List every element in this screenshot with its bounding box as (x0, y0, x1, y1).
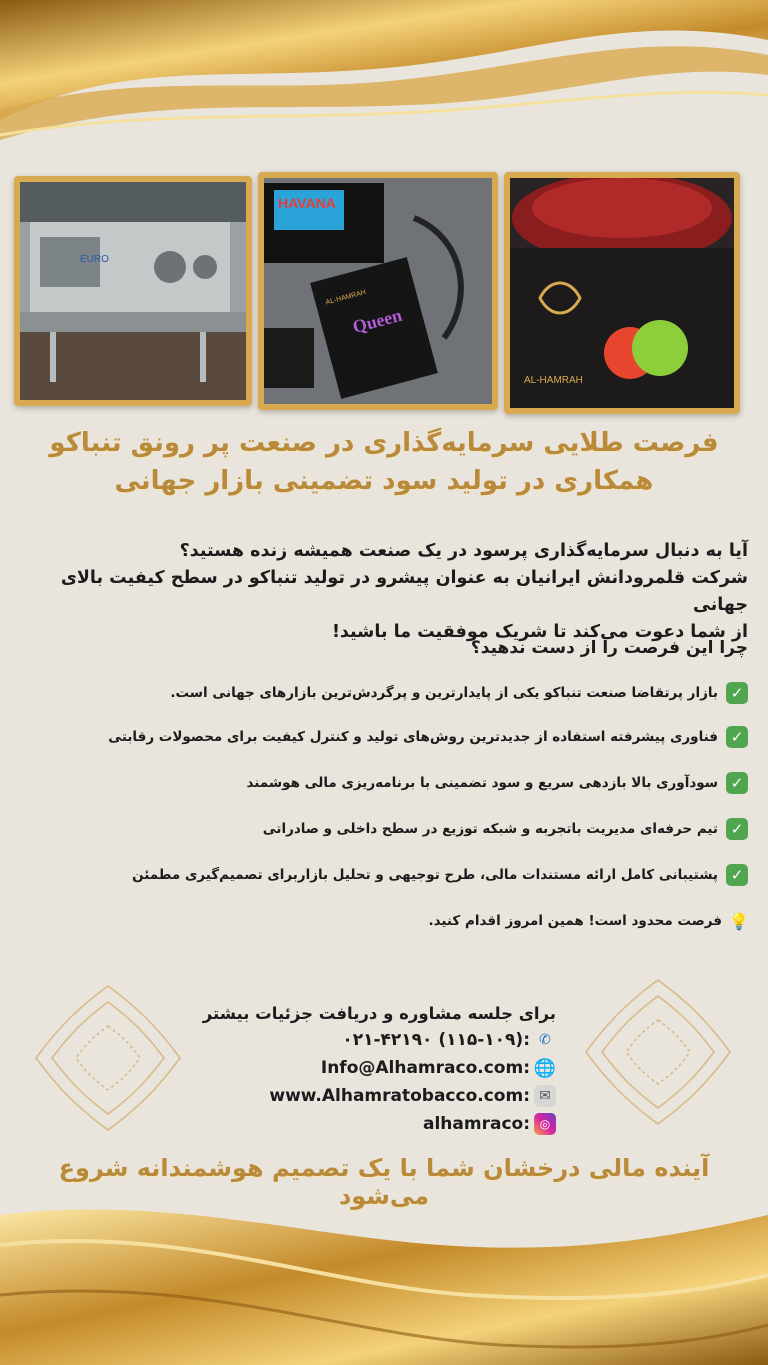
why-title: چرا این فرصت را از دست ندهید؟ (470, 638, 748, 658)
email-text: Info@Alhamraco.com: (320, 1058, 530, 1078)
jar-brand-text: AL-HAMRAH (524, 375, 583, 386)
contact-phone[interactable] (203, 1026, 556, 1054)
pack-brand-queen: Queen (350, 304, 405, 338)
benefit-text: بازار پرتقاضا صنعت تنباکو یکی از پایدارترین و پرگردش‌ترین بازارهای جهانی است. (170, 685, 718, 701)
contact-instagram[interactable] (203, 1110, 556, 1138)
check-icon: ✓ (726, 682, 748, 704)
pack-brand-alhamrah: AL-HAMRAH (325, 289, 367, 307)
gold-wave-top (0, 0, 768, 160)
product-photos (14, 172, 754, 408)
phone-text: :(۱۱۵-۱۰۹) ۰۲۱-۴۲۱۹۰ (342, 1030, 530, 1050)
ornament-left (28, 978, 188, 1138)
photo-tobacco-jar (504, 172, 740, 414)
photo-production-machine (14, 176, 252, 406)
benefit-item (132, 864, 748, 886)
instagram-text: alhamraco: (423, 1114, 530, 1134)
pack-brand-havana: HAVANA (278, 195, 336, 211)
benefit-text: پشتیبانی کامل ارائه مستندات مالی، طرح توجیهی و تحلیل بازاربرای تصمیم‌گیری مطمئن (132, 867, 718, 883)
intro-paragraph (20, 538, 748, 646)
check-icon: ✓ (726, 864, 748, 886)
benefit-item (108, 726, 748, 748)
contact-website[interactable] (203, 1082, 556, 1110)
benefit-text: فرصت محدود است! همین امروز اقدام کنید. (428, 913, 722, 929)
headline-line-1: فرصت طلایی سرمایه‌گذاری در صنعت پر رونق تنباکو (49, 428, 719, 458)
benefit-item (170, 682, 748, 704)
footer-slogan: آینده مالی درخشان شما با یک تصمیم هوشمندانه شروع می‌شود (58, 1154, 710, 1210)
benefit-text: فناوری پیشرفته استفاده از جدیدترین روش‌های تولید و کنترل کیفیت برای محصولات رقابتی (108, 729, 718, 745)
phone-icon: ✆ (539, 1032, 551, 1048)
benefit-text: سودآوری بالا بازدهی سریع و سود تضمینی با برنامه‌ریزی مالی هوشمند (246, 775, 718, 791)
benefit-text: تیم حرفه‌ای مدیریت باتجربه و شبکه توزیع در سطح داخلی و صادراتی (262, 821, 718, 837)
benefit-item (428, 910, 748, 932)
check-icon: ✓ (726, 726, 748, 748)
contact-title: برای جلسه مشاوره و دریافت جزئیات بیشتر (202, 1003, 556, 1023)
contact-email[interactable] (203, 1054, 556, 1082)
benefit-item (246, 772, 748, 794)
check-icon: ✓ (726, 772, 748, 794)
check-icon: ✓ (726, 818, 748, 840)
intro-line-1: آیا به دنبال سرمایه‌گذاری پرسود در یک صنعت همیشه زنده هستید؟ (179, 541, 748, 561)
gold-wave-bottom (0, 1175, 768, 1365)
contact-block (203, 1000, 556, 1138)
mail-icon: ✉ (534, 1085, 556, 1107)
machine-brand-text: EURO (80, 254, 109, 265)
ornament-right (578, 972, 738, 1132)
photo-tobacco-packs (258, 172, 498, 410)
intro-line-2: شرکت قلمرودانش ایرانیان به عنوان پیشرو در تولید تنباکو در سطح کیفیت بالای جهانی (60, 568, 748, 615)
bulb-icon: 💡 (729, 911, 749, 931)
headline-line-2: همکاری در تولید سود تضمینی بازار جهانی (114, 466, 654, 496)
globe-icon: 🌐 (533, 1057, 557, 1079)
headline (20, 424, 748, 500)
instagram-icon: ◎ (534, 1113, 556, 1135)
website-text: www.Alhamratobacco.com: (269, 1086, 530, 1106)
intro-line-3: از شما دعوت می‌کند تا شریک موفقیت ما باشید! (331, 622, 748, 642)
benefit-item (263, 818, 748, 840)
